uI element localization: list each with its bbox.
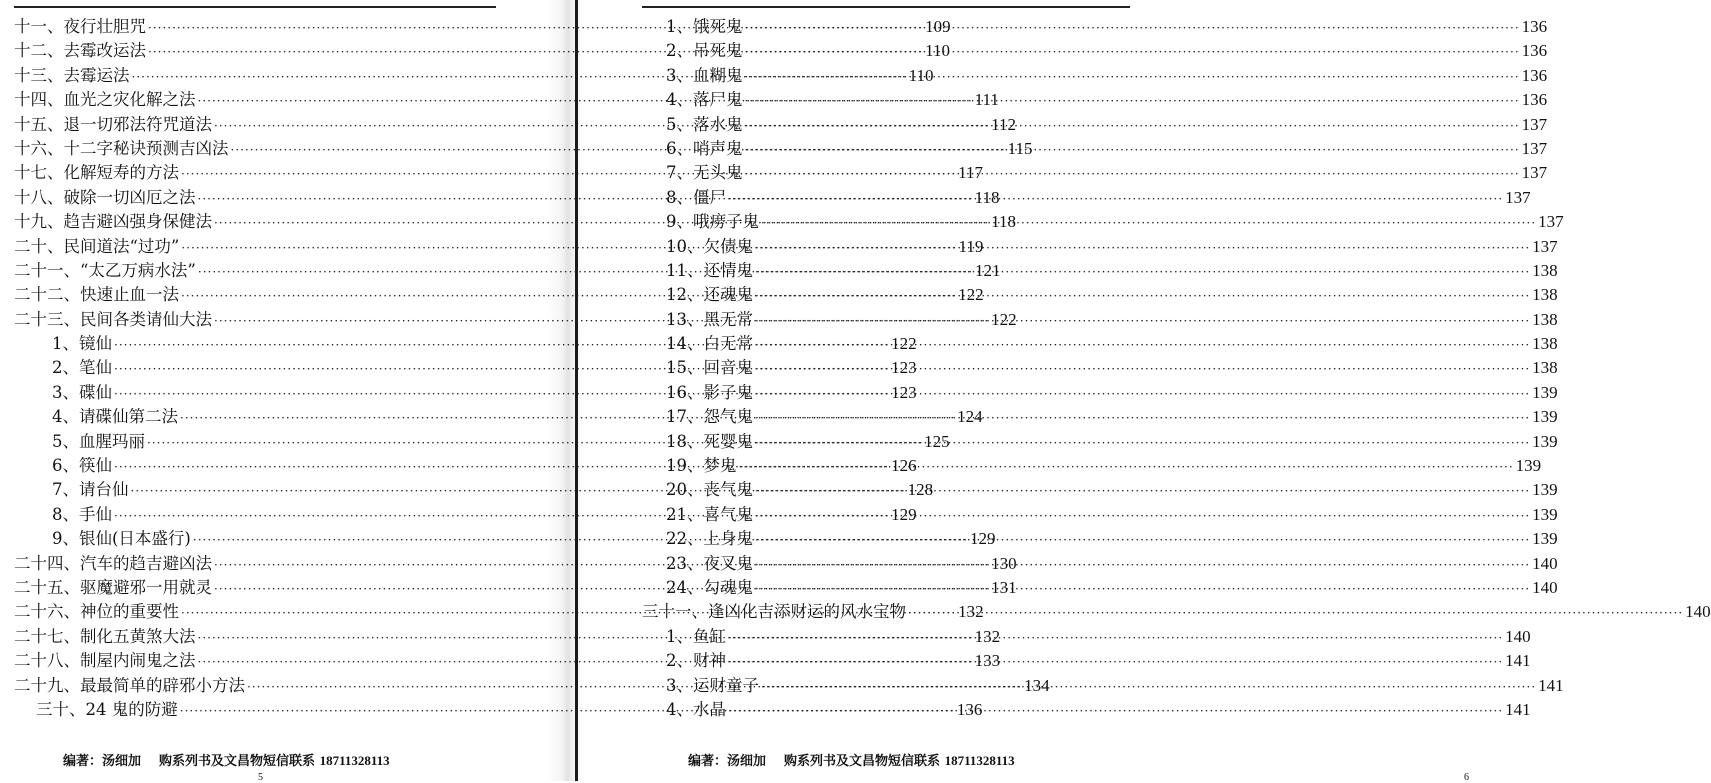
dot-leader [728, 187, 1503, 211]
toc-entry-page-number: 123 [891, 382, 917, 402]
toc-entry-title: 二十、民间道法“过功” [14, 236, 180, 256]
toc-entry [642, 210, 1564, 234]
toc-entry-page-number: 140 [1532, 553, 1558, 573]
toc-entry-page-number: 141 [1505, 699, 1531, 719]
toc-entry [642, 649, 1531, 673]
toc-entry-page-number: 129 [970, 529, 996, 549]
toc-entry-title: 十六、十二字秘诀预测吉凶法 [14, 138, 229, 158]
dot-leader [755, 236, 1530, 260]
toc-entry-title: 4、落尸鬼 [666, 90, 743, 110]
toc-entry-title: 24、勾魂鬼 [666, 577, 753, 597]
dot-leader [728, 650, 1503, 674]
toc-entry-title: 十一、夜行壮胆咒 [14, 17, 146, 36]
toc-entry-title: 7、请台仙 [52, 480, 129, 500]
toc-entry [642, 283, 1558, 307]
toc-entry-title: 二十五、驱魔避邪一用就灵 [14, 577, 212, 597]
toc-entry-title: 5、落水鬼 [666, 114, 743, 134]
dot-leader [755, 333, 1530, 357]
toc-entry-title: 二十八、制屋内闹鬼之法 [14, 651, 196, 671]
toc-entry-title: 8、僵尸 [666, 187, 726, 207]
toc-entry-page-number: 110 [925, 41, 951, 61]
toc-entry-title: 8、手仙 [52, 504, 112, 524]
toc-entry-title: 21、喜气鬼 [666, 504, 753, 524]
toc-entry-page-number: 118 [974, 187, 1000, 207]
toc-entry-page-number: 136 [1521, 17, 1548, 36]
toc-entry [642, 88, 1548, 112]
toc-entry-page-number: 118 [991, 212, 1017, 232]
dot-leader [745, 162, 1520, 186]
dot-leader [745, 114, 1520, 138]
toc-entry [642, 698, 1531, 722]
toc-entry-title: 19、梦鬼 [666, 456, 737, 476]
toc-entry [642, 308, 1558, 332]
top-rule [642, 6, 1130, 8]
toc-entry-page-number: 136 [1521, 65, 1548, 85]
footer-contact: 购系列书及文昌物短信联系 [159, 754, 316, 769]
toc-entry-page-number: 139 [1532, 529, 1558, 549]
toc-entry-page-number: 111 [974, 90, 999, 110]
toc-entry [642, 161, 1548, 185]
toc-entry-page-number: 139 [1515, 456, 1542, 476]
dot-leader [755, 406, 1530, 430]
toc-entry-title: 9、哦痨子鬼 [666, 212, 759, 232]
toc-entry-page-number: 123 [891, 358, 917, 378]
toc-entry-title: 10、欠债鬼 [666, 236, 753, 256]
dot-leader [745, 16, 1520, 40]
dot-leader [745, 138, 1520, 162]
toc-entry-page-number: 138 [1532, 334, 1558, 354]
toc-entry-page-number: 136 [956, 699, 983, 719]
toc-entry-page-number: 139 [1532, 382, 1558, 402]
dot-leader [755, 431, 1530, 455]
toc-entry-title: 三十一、逢凶化吉添财运的风水宝物 [642, 602, 906, 622]
toc-entry-title: 1、饿死鬼 [666, 17, 743, 36]
toc-entry-page-number: 137 [1505, 187, 1531, 207]
toc-entry [642, 64, 1548, 88]
toc-entry-title: 十二、去霉改运法 [14, 41, 146, 61]
toc-entry-title: 17、怨气鬼 [666, 407, 753, 427]
toc-entry-title: 12、还魂鬼 [666, 285, 753, 305]
toc-entry-page-number: 133 [974, 651, 1001, 671]
toc-entry-page-number: 138 [1532, 358, 1558, 378]
toc-entry-page-number: 138 [1532, 309, 1558, 329]
toc-entry [642, 503, 1558, 527]
toc-entry-page-number: 140 [1685, 602, 1711, 622]
toc-entry-title: 20、丧气鬼 [666, 480, 753, 500]
toc-entry-page-number: 141 [1505, 651, 1531, 671]
toc-entry-title: 三十、24 鬼的防避 [36, 699, 178, 719]
toc-entry [642, 39, 1548, 63]
toc-entry-title: 11、还情鬼 [666, 260, 753, 280]
toc-entry-page-number: 134 [1024, 675, 1050, 695]
toc-entry-title: 22、上身鬼 [666, 529, 753, 549]
toc-entry-page-number: 140 [1505, 626, 1531, 646]
toc-entry-title: 13、黑无常 [666, 309, 753, 329]
dot-leader [755, 284, 1530, 308]
dot-leader [755, 382, 1530, 406]
toc-entry-title: 十八、破除一切凶厄之法 [14, 187, 196, 207]
toc-entry-page-number: 137 [1538, 212, 1564, 232]
toc-entry-title: 二十六、神位的重要性 [14, 602, 179, 622]
toc-entry-title: 4、请碟仙第二法 [52, 407, 178, 427]
toc-entry-page-number: 126 [891, 456, 917, 476]
dot-leader [908, 601, 1683, 625]
toc-entry-page-number: 131 [991, 577, 1017, 597]
page-number: 6 [1464, 772, 1469, 783]
toc-entry-page-number: 137 [1532, 236, 1558, 256]
footer-contact: 购系列书及文昌物短信联系 [784, 754, 941, 769]
toc-entry-title: 十九、趋吉避凶强身保健法 [14, 212, 212, 232]
toc-entry-title: 3、碟仙 [52, 382, 112, 402]
toc-entry-title: 二十一、“太乙万病水法” [14, 260, 196, 280]
toc-entry [642, 186, 1531, 210]
toc-entry-page-number: 141 [1538, 675, 1564, 695]
toc-entry-page-number: 119 [958, 236, 984, 256]
dot-leader [755, 577, 1530, 601]
toc-entry-title: 二十七、制化五黄煞大法 [14, 626, 196, 646]
toc-entry-page-number: 121 [975, 260, 1001, 280]
toc-entry-title: 2、笔仙 [52, 358, 112, 378]
toc-entry-title: 1、鱼缸 [666, 626, 726, 646]
toc-entry-page-number: 125 [924, 431, 950, 451]
toc-entry-page-number: 139 [1532, 407, 1558, 427]
toc-entry-title: 二十四、汽车的趋吉避凶法 [14, 553, 212, 573]
dot-leader [755, 260, 1530, 284]
toc-entry-page-number: 109 [925, 17, 951, 36]
toc-entry-page-number: 115 [1007, 138, 1033, 158]
toc-entry-title: 6、筷仙 [52, 456, 112, 476]
right-page [584, 0, 1711, 783]
toc-entry-page-number: 140 [1532, 577, 1558, 597]
toc-entry [642, 381, 1558, 405]
dot-leader [745, 40, 1520, 64]
toc-entry-title: 2、吊死鬼 [666, 41, 743, 61]
dot-leader [728, 626, 1503, 650]
dot-leader [755, 479, 1530, 503]
dot-leader [745, 89, 1520, 113]
toc-entry [642, 259, 1558, 283]
footer-author: 编著：汤细加 [688, 754, 767, 769]
toc-entry-page-number: 112 [991, 114, 1017, 134]
toc-entry-title: 1、镜仙 [52, 334, 112, 354]
dot-leader [755, 528, 1530, 552]
toc-entry-page-number: 138 [1532, 285, 1558, 305]
toc-entry-page-number: 139 [1532, 480, 1558, 500]
toc-entry-title: 18、死婴鬼 [666, 431, 753, 451]
toc-entry-title: 16、影子鬼 [666, 382, 753, 402]
toc-entry-title: 二十三、民间各类请仙大法 [14, 309, 212, 329]
page-footer [63, 750, 390, 769]
toc-entry [642, 356, 1558, 380]
toc-entry [642, 454, 1542, 478]
footer-phone: 18711328113 [944, 753, 1015, 768]
toc-entry-title: 十四、血光之灾化解之法 [14, 90, 196, 110]
dot-leader [728, 699, 1503, 723]
toc-entry-title: 二十九、最最简单的辟邪小方法 [14, 675, 245, 695]
toc-list [642, 15, 1711, 722]
footer-author: 编著：汤细加 [63, 754, 142, 769]
toc-entry-page-number: 122 [991, 309, 1017, 329]
toc-entry-title: 15、回音鬼 [666, 358, 753, 378]
toc-entry-page-number: 129 [891, 504, 917, 524]
toc-entry-title: 二十二、快速止血一法 [14, 285, 179, 305]
toc-entry-title: 7、无头鬼 [666, 163, 743, 183]
dot-leader [745, 65, 1520, 89]
toc-entry-page-number: 139 [1532, 431, 1558, 451]
page-number: 5 [258, 772, 263, 783]
toc-entry-page-number: 130 [991, 553, 1017, 573]
toc-entry-title: 十七、化解短寿的方法 [14, 163, 179, 183]
toc-entry-title: 23、夜叉鬼 [666, 553, 753, 573]
toc-entry-title: 3、血糊鬼 [666, 65, 743, 85]
dot-leader [755, 309, 1530, 333]
toc-entry [642, 15, 1548, 39]
dot-leader [739, 455, 1514, 479]
toc-entry-page-number: 136 [1521, 41, 1548, 61]
toc-entry-page-number: 137 [1521, 114, 1548, 134]
toc-entry-title: 6、哨声鬼 [666, 138, 743, 158]
toc-entry [642, 137, 1548, 161]
toc-entry [642, 478, 1558, 502]
toc-entry-page-number: 132 [958, 602, 984, 622]
toc-entry-title: 5、血腥玛丽 [52, 431, 145, 451]
toc-entry-page-number: 122 [891, 334, 917, 354]
toc-entry-page-number: 136 [1521, 90, 1548, 110]
toc-entry [642, 430, 1558, 454]
toc-entry-page-number: 137 [1521, 138, 1548, 158]
toc-entry-page-number: 128 [907, 480, 934, 500]
toc-entry [642, 600, 1711, 624]
toc-entry-page-number: 132 [974, 626, 1001, 646]
toc-entry-title: 十三、去霉运法 [14, 65, 130, 85]
toc-entry-page-number: 139 [1532, 504, 1558, 524]
toc-entry-page-number: 124 [957, 407, 983, 427]
toc-entry-page-number: 137 [1521, 163, 1548, 183]
footer-phone: 18711328113 [319, 753, 390, 768]
toc-entry [642, 674, 1564, 698]
toc-entry-title: 4、水晶 [666, 699, 726, 719]
toc-entry [642, 552, 1558, 576]
toc-entry [642, 625, 1531, 649]
toc-entry [642, 527, 1558, 551]
toc-entry [642, 235, 1558, 259]
dot-leader [755, 357, 1530, 381]
toc-entry-page-number: 110 [908, 65, 934, 85]
toc-entry-page-number: 138 [1532, 260, 1558, 280]
page-footer [688, 750, 1015, 769]
toc-entry-page-number: 117 [958, 163, 984, 183]
toc-entry [642, 113, 1548, 137]
toc-entry-title: 十五、退一切邪法符咒道法 [14, 114, 212, 134]
dot-leader [755, 553, 1530, 577]
dot-leader [761, 675, 1536, 699]
toc-entry [642, 332, 1558, 356]
toc-entry [642, 405, 1558, 429]
dot-leader [761, 211, 1536, 235]
toc-entry-page-number: 122 [958, 285, 984, 305]
top-rule [14, 6, 496, 8]
toc-entry-title: 2、财神 [666, 651, 726, 671]
toc-entry [642, 576, 1558, 600]
dot-leader [755, 504, 1530, 528]
toc-entry-title: 3、运财童子 [666, 675, 759, 695]
toc-entry-title: 9、银仙(日本盛行) [52, 529, 191, 549]
toc-entry-title: 14、白无常 [666, 334, 753, 354]
